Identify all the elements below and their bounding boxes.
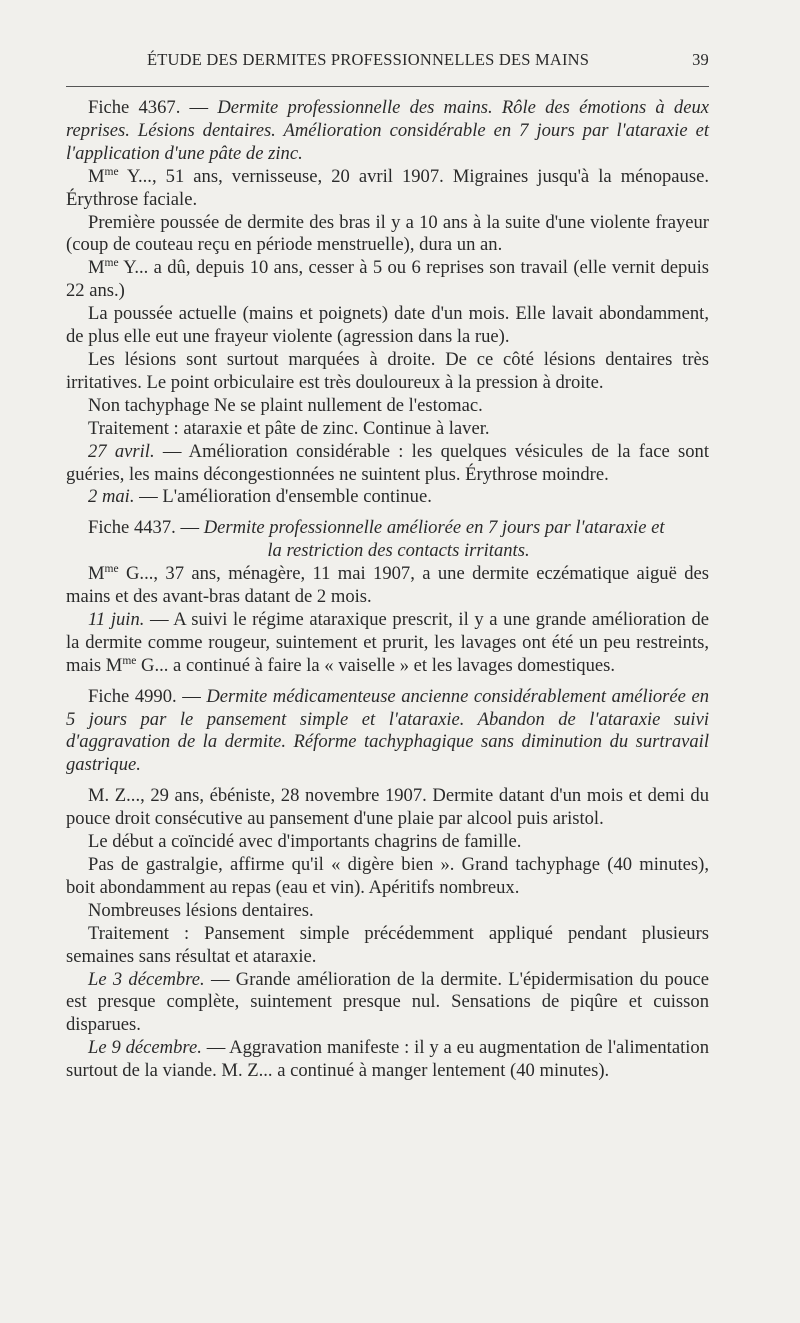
paragraph: Non tachyphage Ne se plaint nullement de l'estomac. bbox=[88, 394, 483, 416]
paragraph: 2 mai. — L'amélioration d'ensemble continue. bbox=[88, 486, 432, 508]
paragraph: Le début a coïncidé avec d'importants chagrins de famille. bbox=[88, 831, 522, 853]
paragraph: Pas de gastralgie, affirme qu'il « digère bien ». Grand tachyphage (40 minutes), boit abondamment au repas (eau et vin). Apéritifs nombreux. bbox=[66, 854, 709, 898]
paragraph: Les lésions sont surtout marquées à droite. De ce côté lésions dentaires très irritatives. Le point orbiculaire est très douloureux à la pression à droite. bbox=[66, 348, 709, 393]
paragraph: Nombreuses lésions dentaires. bbox=[88, 899, 314, 921]
paragraph: $M^{me}$ Y..., 51 ans, vernisseuse, 20 avril 1907. Migraines jusqu'à la ménopause. Érythrose faciale. bbox=[66, 165, 709, 210]
header-rule bbox=[66, 86, 709, 87]
chapter-title: ÉTUDE DES DERMITES PROFESSIONNELLES DES MAINS bbox=[147, 50, 590, 69]
paragraph: M. Z..., 29 ans, ébéniste, 28 novembre 1907. Dermite datant d'un mois et demi du pouce droit consécutive au pansement d'une plaie par alcool puis aristol. bbox=[66, 785, 709, 830]
paragraph: La poussée actuelle (mains et poignets) date d'un mois. Elle lavait abondamment, de plus elle eut une frayeur violente (agression dans la rue). bbox=[66, 303, 709, 348]
paragraph: 11 juin. — A suivi le régime ataraxique prescrit, il y a une grande amélioration de la dermite comme rougeur, suintement et prurit, les lavages ont été un peu restreints, mais $M^{me}$ G... a continué à faire la « vaiselle » et les lavages domestiques. bbox=[66, 608, 709, 676]
paragraph: 27 avril. — Amélioration considérable : les quelques vésicules de la face sont guéries, les mains décongestionnées ne suintent plus. Érythrose moindre. bbox=[66, 440, 709, 485]
paragraph: Première poussée de dermite des bras il y a 10 ans à la suite d'une violente frayeur (coup de couteau reçu en période menstruelle), dura un an. bbox=[66, 211, 709, 256]
paragraph: $M^{me}$ Y... a dû, depuis 10 ans, cesser à 5 ou 6 reprises son travail (elle vernit depuis 22 ans.) bbox=[66, 257, 709, 302]
fiche-heading: Fiche 4367. — Dermite professionnelle des mains. Rôle des émotions à deux reprises. Lésions dentaires. Amélioration considérable en 7 jours par l'ataraxie et l'application d'une pâte de zinc. bbox=[66, 97, 709, 164]
paragraph: Traitement : Pansement simple précédemment appliqué pendant plusieurs semaines sans résultat et ataraxie. bbox=[66, 922, 709, 967]
paragraph: Le 3 décembre. — Grande amélioration de la dermite. L'épidermisation du pouce est presque complète, suintement presque nul. Sensations de piqûre et cuisson disparues. bbox=[66, 968, 709, 1036]
paragraph: Traitement : ataraxie et pâte de zinc. Continue à laver. bbox=[88, 417, 490, 439]
page-number: 39 bbox=[692, 50, 709, 69]
fiche-heading: Fiche 4437. — Dermite professionnelle améliorée en 7 jours par l'ataraxie et la restriction des contacts irritants. bbox=[88, 517, 665, 562]
paragraph: Le 9 décembre. — Aggravation manifeste : il y a eu augmentation de l'alimentation surtout de la viande. M. Z... a continué à manger lentement (40 minutes). bbox=[66, 1037, 709, 1082]
paragraph: $M^{me}$ G..., 37 ans, ménagère, 11 mai 1907, a une dermite eczématique aiguë des mains et des avant-bras datant de 2 mois. bbox=[66, 562, 709, 608]
fiche-heading: Fiche 4990. — Dermite médicamenteuse ancienne considérablement améliorée en 5 jours par le pansement simple et l'ataraxie. Abandon de l'ataraxie suivi d'aggravation de la dermite. Réforme tachyphagique sans diminution du surtravail gastrique. bbox=[66, 685, 710, 776]
page-body bbox=[66, 97, 709, 1083]
